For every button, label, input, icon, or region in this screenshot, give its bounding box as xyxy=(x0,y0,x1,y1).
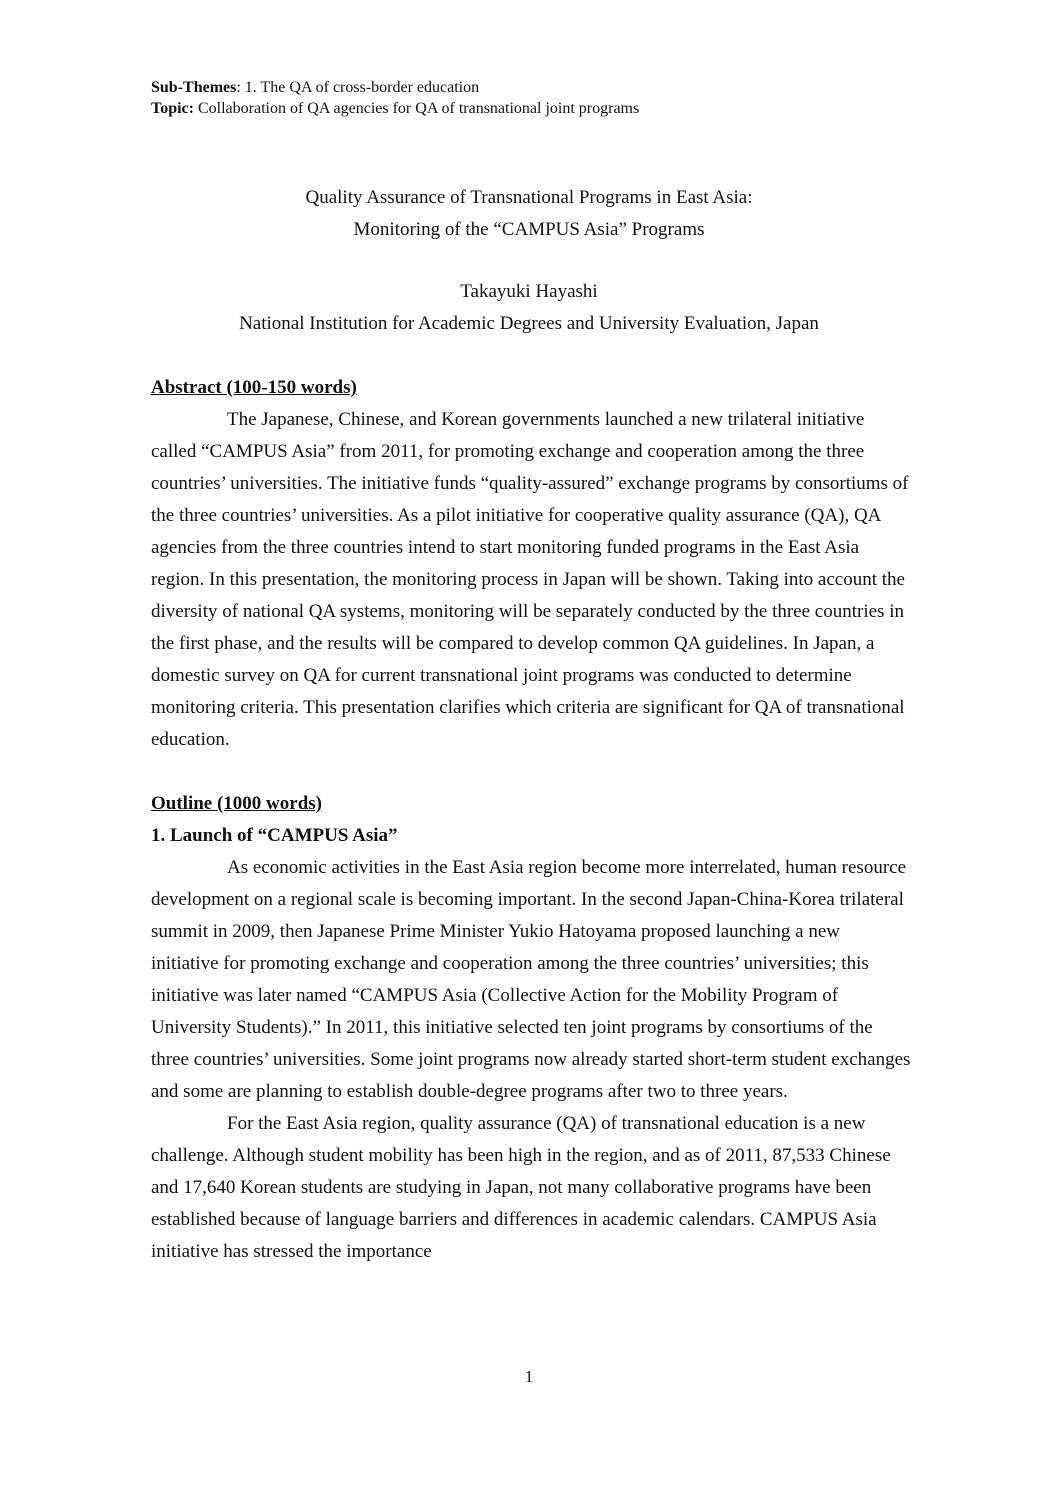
subthemes-value: : 1. The QA of cross-border education xyxy=(236,79,480,96)
author-name: Takayuki Hayashi xyxy=(460,281,598,302)
outline-paragraph-2: For the East Asia region, quality assurance (QA) of transnational education is a new challenge. Although student mobility has been high in the region, and as of 2011, 87,533 Chinese and 17,640 Korean students are studying in Japan, not many collaborative programs have been established because of language barriers and differences in academic calendars. CAMPUS Asia initiative has stressed the importance xyxy=(151,1113,891,1262)
topic-label: Topic: xyxy=(151,100,194,117)
section-spacer xyxy=(151,756,911,788)
subthemes-line xyxy=(151,77,639,98)
title-line-1: Quality Assurance of Transnational Programs in East Asia: xyxy=(305,187,753,208)
page-number: 1 xyxy=(524,1367,534,1386)
abstract-heading: Abstract (100-150 words) xyxy=(151,377,357,398)
section-1-heading: 1. Launch of “CAMPUS Asia” xyxy=(151,825,398,846)
outline-paragraph-1: As economic activities in the East Asia region become more interrelated, human resource development on a regional scale is becoming important. In the second Japan-China-Korea trilateral summit in 2009, then Japanese Prime Minister Yukio Hatoyama proposed launching a new initiative for promoting exchange and cooperation among the three countries’ universities; this initiative was later named “CAMPUS Asia (Collective Action for the Mobility Program of University Students).” In 2011, this initiative selected ten joint programs by consortiums of the three countries’ universities. Some joint programs now already started short-term student exchanges and some are planning to establish double-degree programs after two to three years. xyxy=(151,857,911,1102)
abstract-text: The Japanese, Chinese, and Korean governments launched a new trilateral initiative called “CAMPUS Asia” from 2011, for promoting exchange and cooperation among the three countries’ universities. The initiative funds “quality-assured” exchange programs by consortiums of the three countries’ universities. As a pilot initiative for cooperative quality assurance (QA), QA agencies from the three countries intend to start monitoring funded programs in the East Asia region. In this presentation, the monitoring process in Japan will be shown. Taking into account the diversity of national QA systems, monitoring will be separately conducted by the three countries in the first phase, and the results will be compared to develop common QA guidelines. In Japan, a domestic survey on QA for current transnational joint programs was conducted to determine monitoring criteria. This presentation clarifies which criteria are significant for QA of transnational education. xyxy=(151,409,909,750)
outline-heading: Outline (1000 words) xyxy=(151,793,322,814)
paper-title xyxy=(0,182,1058,246)
topic-line xyxy=(151,98,639,119)
author-block xyxy=(0,276,1058,340)
topic-value: Collaboration of QA agencies for QA of transnational joint programs xyxy=(193,100,640,117)
header-meta xyxy=(151,77,639,119)
subthemes-label: Sub-Themes xyxy=(151,79,237,96)
paper-body xyxy=(151,372,911,1268)
title-line-2: Monitoring of the “CAMPUS Asia” Programs xyxy=(353,219,705,240)
author-affiliation: National Institution for Academic Degrees and University Evaluation, Japan xyxy=(239,313,819,334)
